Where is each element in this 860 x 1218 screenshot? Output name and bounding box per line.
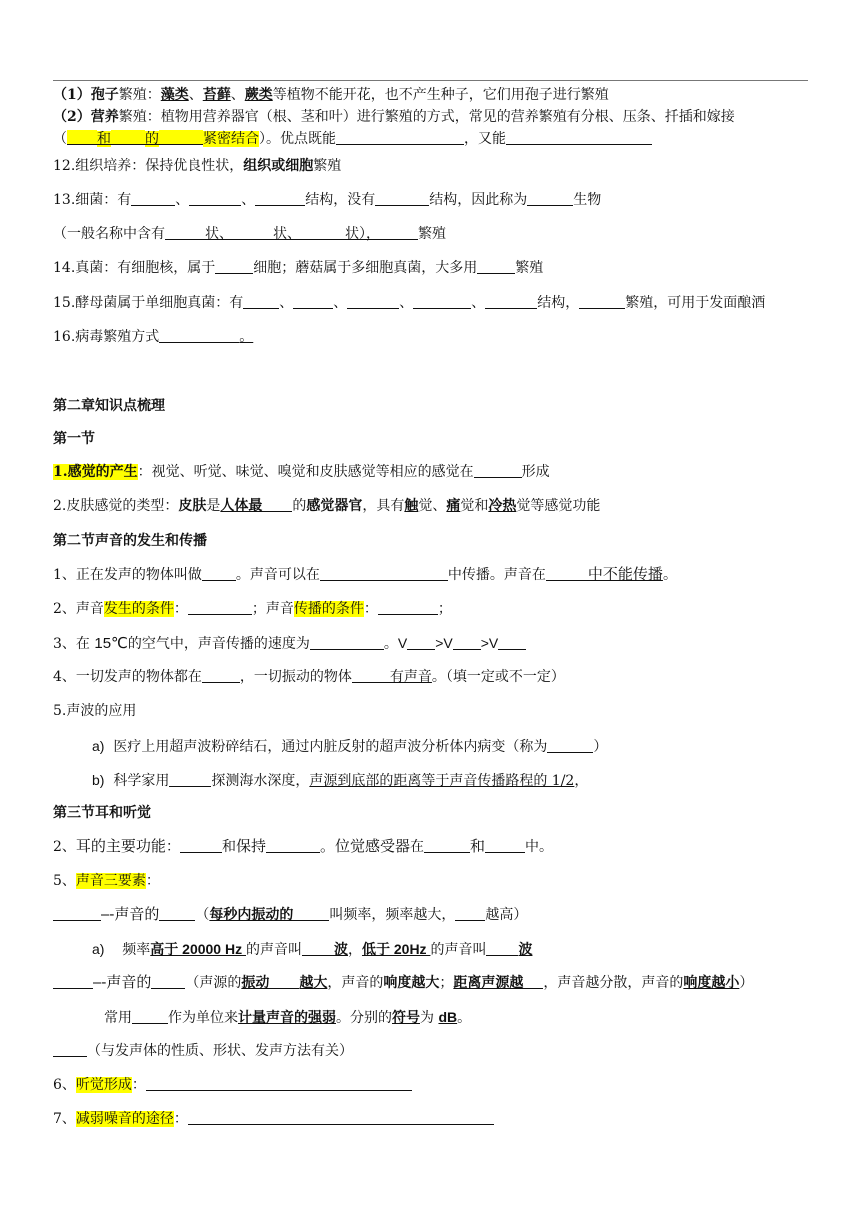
text: 1、正在发声的物体叫做	[53, 567, 202, 583]
sensation-line	[53, 463, 550, 481]
text: （声源的	[185, 975, 242, 991]
bold-term: 痛	[446, 498, 461, 514]
text: 、	[230, 87, 245, 103]
fill-blank[interactable]	[202, 566, 236, 581]
text: –-	[93, 974, 107, 991]
text: 中不能传播	[587, 566, 663, 583]
fill-blank[interactable]	[320, 566, 448, 581]
temperature: 15℃	[94, 635, 128, 652]
text: ，	[574, 773, 589, 789]
bacteria-line	[53, 191, 601, 209]
text: 叫频率，频率越大，	[329, 907, 456, 923]
text: >V	[480, 635, 499, 651]
text: 保持	[235, 838, 266, 855]
sound-q2	[53, 600, 452, 618]
vegetative-term: 营养	[90, 109, 119, 125]
bold-term: 振动	[241, 975, 270, 991]
fill-blank[interactable]	[413, 294, 471, 309]
text: 的声音叫	[245, 942, 302, 958]
sound-q5b	[92, 771, 588, 790]
text: 、	[279, 295, 294, 311]
fill-blank[interactable]	[477, 259, 515, 274]
bold-term: 组织或细胞	[243, 158, 314, 174]
text: 为	[420, 1010, 439, 1026]
text: 中。	[525, 839, 553, 855]
text: 觉等感觉功能	[516, 498, 601, 514]
fill-blank[interactable]	[498, 635, 526, 650]
text: 常用	[104, 1010, 132, 1026]
bold-term: 皮肤	[178, 498, 207, 514]
text: >V	[435, 635, 453, 651]
text: 、	[175, 192, 190, 208]
text: 3、在	[53, 636, 95, 652]
fill-blank[interactable]	[53, 974, 93, 989]
sound-q5a	[92, 737, 607, 756]
text: 繁殖	[313, 158, 342, 174]
text: 和	[221, 839, 236, 855]
text: 、	[399, 295, 414, 311]
fill-blank[interactable]	[243, 294, 279, 309]
text: 的声音叫	[430, 942, 487, 958]
text: ；声音	[251, 601, 294, 617]
fill-blank[interactable]	[188, 1110, 494, 1125]
text: （与发声体的性质、形状、发声方法有关）	[87, 1043, 353, 1059]
bold-term: 波	[518, 942, 533, 958]
text: ；	[437, 601, 452, 617]
hearing-formation-line	[53, 1076, 412, 1094]
three-elements-line	[53, 872, 160, 890]
sound-q4	[53, 668, 565, 686]
fungi-line	[53, 259, 543, 277]
bold-term: 响度越大	[383, 975, 440, 991]
bold-term: 响度越小	[683, 975, 740, 991]
text: ，又能	[464, 131, 506, 147]
fill-blank[interactable]	[424, 838, 470, 853]
text: 觉和	[460, 498, 489, 514]
text: 的	[292, 498, 307, 514]
fill-blank[interactable]	[380, 225, 418, 240]
text: 、	[333, 295, 348, 311]
text: ，具有	[362, 498, 405, 514]
fill-blank[interactable]	[293, 906, 329, 921]
bold-term: 人体最	[220, 498, 263, 514]
loudness-line	[53, 974, 753, 992]
text: 繁殖，可用于发面酿酒	[625, 295, 766, 311]
fill-blank[interactable]	[378, 600, 438, 615]
fill-blank[interactable]	[189, 191, 241, 206]
fill-blank[interactable]	[266, 838, 320, 853]
fill-blank[interactable]	[269, 974, 299, 989]
section-heading: 第一节	[53, 431, 95, 447]
fill-blank[interactable]	[347, 294, 399, 309]
fill-blank[interactable]	[293, 294, 333, 309]
text: 。	[239, 329, 254, 345]
text: 形成	[521, 464, 550, 480]
text: 的空气中，声音传播的速度为	[127, 636, 310, 652]
fill-blank[interactable]	[180, 838, 222, 853]
text: 。	[662, 567, 677, 583]
bold-term: dB	[438, 1009, 458, 1025]
bold-term: 高于 20000 Hz	[150, 941, 246, 957]
highlight-text: 紧密结合	[203, 131, 259, 147]
ear-function-line	[53, 838, 553, 856]
text: 16.病毒繁殖方式	[53, 329, 160, 345]
text: ：	[131, 1077, 146, 1093]
text: 作为单位来	[168, 1010, 238, 1026]
text: 声音的	[114, 906, 160, 923]
text: 和	[469, 838, 485, 855]
fill-blank[interactable]	[547, 738, 593, 753]
text: –-	[101, 906, 115, 923]
fill-blank[interactable]	[336, 130, 464, 145]
text: ；	[439, 975, 454, 991]
decibel-line	[104, 1008, 471, 1027]
top-rule	[53, 80, 808, 81]
spore-term: 孢子	[90, 87, 119, 103]
fill-blank[interactable]	[159, 328, 239, 343]
text: ）。优点既能	[259, 131, 336, 147]
highlight-term: 传播的条件	[293, 601, 364, 617]
text: 状、	[205, 226, 233, 242]
text: 。（填一定或不一定）	[431, 669, 565, 685]
text: 13.细菌：有	[53, 192, 132, 208]
bold-term: 计量声音的强弱	[238, 1010, 336, 1026]
text: 科学家用	[113, 773, 170, 789]
sound-q1	[53, 566, 677, 584]
text: 觉、	[418, 498, 447, 514]
text: 频率	[122, 942, 151, 958]
noise-reduction-line	[53, 1110, 494, 1128]
vegetative-reproduction-line	[53, 108, 735, 126]
text: 结构，	[537, 295, 580, 311]
text: 结构，因此称为	[429, 192, 528, 208]
fill-blank[interactable]	[523, 974, 543, 989]
skin-sensation-line	[53, 497, 600, 515]
bold-term: 波	[333, 942, 348, 958]
text: ：	[173, 601, 188, 617]
text: 4、一切发声的物体都在	[53, 669, 202, 685]
fill-blank[interactable]	[165, 225, 205, 240]
fill-blank[interactable]	[546, 566, 588, 581]
text: 状、	[273, 226, 301, 242]
fill-blank[interactable]	[132, 1009, 168, 1024]
highlight-term: 发生的条件	[103, 601, 174, 617]
text: ：视觉、听觉、味觉、嗅觉和皮肤感觉等相应的感觉在	[137, 464, 474, 480]
text: ，声音越分散，声音的	[543, 975, 684, 991]
text: 5、	[53, 873, 76, 889]
text: 2.皮肤感觉的类型：	[53, 498, 179, 514]
fill-blank[interactable]	[310, 635, 384, 650]
fill-blank[interactable]	[159, 906, 195, 921]
bold-term: 触	[404, 498, 419, 514]
fill-blank[interactable]	[146, 1076, 412, 1091]
section-heading: 第二节声音的发生和传播	[53, 533, 207, 549]
spore-reproduction-line	[53, 86, 609, 104]
highlight-term: 1.感觉的产生	[53, 464, 138, 480]
tissue-culture-line	[53, 157, 341, 175]
text: 。	[457, 1010, 472, 1026]
virus-line	[53, 328, 253, 346]
text: 声源到底部的距离等于声音传播路程的 1/2	[309, 773, 575, 789]
text: 。分别的	[336, 1010, 392, 1026]
text: 、	[188, 87, 203, 103]
fill-blank[interactable]	[474, 463, 522, 478]
sound-q3	[53, 634, 526, 653]
text: 、	[241, 192, 256, 208]
text: （一般名称中含有	[53, 226, 165, 242]
highlight-text: 和	[97, 131, 111, 147]
fill-blank[interactable]	[352, 668, 390, 683]
fill-blank[interactable]	[485, 294, 537, 309]
fill-blank[interactable]	[151, 974, 185, 989]
highlight-term: 听觉形成	[75, 1077, 132, 1093]
item-number: （1）	[53, 87, 91, 103]
text: 在	[409, 839, 424, 855]
fill-blank[interactable]	[159, 130, 203, 145]
fill-blank[interactable]	[202, 668, 240, 683]
text: 状），	[345, 226, 380, 242]
bold-term: 距离声源越	[453, 975, 524, 991]
fill-blank[interactable]	[486, 941, 518, 956]
fill-blank[interactable]	[407, 635, 435, 650]
fill-blank[interactable]	[53, 1042, 87, 1057]
fill-blank[interactable]	[453, 635, 481, 650]
text: ：	[145, 873, 160, 889]
fill-blank[interactable]	[262, 497, 292, 512]
text: （	[53, 131, 67, 147]
fill-blank[interactable]	[506, 130, 652, 145]
text: 有声音	[389, 669, 432, 685]
bold-term: 冷热	[488, 498, 517, 514]
text: ，声音的	[327, 975, 384, 991]
text: 越高）	[485, 907, 528, 923]
text: 15.酵母菌属于单细胞真菌：有	[53, 295, 244, 311]
text: 7、	[53, 1111, 76, 1127]
text: 中传播。声音在	[447, 567, 546, 583]
bold-term: 越大	[299, 975, 328, 991]
text: ：	[363, 601, 378, 617]
fill-blank[interactable]	[67, 130, 97, 145]
fill-blank[interactable]	[53, 906, 101, 921]
text: ，	[347, 942, 362, 958]
text: 繁殖：	[118, 87, 161, 103]
text: 、	[471, 295, 486, 311]
fill-blank[interactable]	[111, 130, 145, 145]
list-marker: a)	[92, 941, 105, 957]
fill-blank[interactable]	[579, 294, 625, 309]
text: 生物	[573, 192, 602, 208]
highlight-term: 声音三要素	[75, 873, 146, 889]
highlight-text: 的	[145, 131, 159, 147]
grafting-line	[53, 130, 652, 148]
fill-blank[interactable]	[233, 225, 273, 240]
item-number: （2）	[53, 109, 91, 125]
text: 14.真菌：有细胞核，属于	[53, 260, 216, 276]
fill-blank[interactable]	[455, 906, 485, 921]
fill-blank[interactable]	[485, 838, 525, 853]
bacteria-shape-line	[53, 225, 446, 243]
text: 2、	[53, 839, 76, 855]
fill-blank[interactable]	[215, 259, 253, 274]
text: ：	[165, 839, 180, 855]
text: 。	[383, 636, 398, 652]
text: V	[397, 635, 408, 651]
text: 2、声音	[53, 601, 104, 617]
fill-blank[interactable]	[131, 191, 175, 206]
chapter-heading: 第二章知识点梳理	[53, 398, 165, 414]
bold-term: 低于 20Hz	[361, 941, 431, 957]
text: 6、	[53, 1077, 76, 1093]
timbre-line	[53, 1042, 353, 1060]
text: ：	[173, 1111, 188, 1127]
fill-blank[interactable]	[375, 191, 429, 206]
yeast-line	[53, 294, 765, 312]
text: 繁殖：植物用营养器官（根、茎和叶）进行繁殖的方式，常见的营养繁殖有分根、压条、扦插和嫁接	[118, 109, 735, 125]
bold-term: 感觉器官	[306, 498, 363, 514]
frequency-line	[92, 940, 532, 959]
text: ，一切振动的物体	[239, 669, 352, 685]
text: 耳的主要功能	[75, 838, 166, 855]
text: 声音的	[106, 974, 152, 991]
text: 繁殖	[515, 260, 544, 276]
fill-blank[interactable]	[301, 225, 345, 240]
fill-blank[interactable]	[255, 191, 305, 206]
text: 细胞；蘑菇属于多细胞真菌，大多用	[253, 260, 478, 276]
fern-term: 蕨类	[244, 87, 273, 103]
bold-term: 每秒内振动的	[209, 907, 294, 923]
text: （	[195, 907, 210, 923]
fill-blank[interactable]	[302, 941, 334, 956]
text: 12.组织培养：保持优良性状，	[53, 158, 244, 174]
text: 医疗上用超声波粉碎结石，通过内脏反射的超声波分析体内病变（称为	[113, 739, 548, 755]
text: 。	[319, 838, 335, 855]
text: 繁殖	[418, 226, 446, 242]
text: ）	[739, 975, 754, 991]
sound-q5: 5.声波的应用	[53, 703, 137, 719]
section-heading: 第三节耳和听觉	[53, 805, 151, 821]
fill-blank[interactable]	[527, 191, 573, 206]
text: ）	[593, 739, 608, 755]
text: 探测海水深度，	[211, 773, 310, 789]
pitch-line	[53, 906, 527, 924]
moss-term: 苔藓	[202, 87, 231, 103]
text: 是	[206, 498, 221, 514]
list-marker: a)	[92, 738, 105, 754]
fill-blank[interactable]	[169, 772, 211, 787]
bold-term: 符号	[392, 1010, 420, 1026]
text: 位觉感受器	[334, 838, 410, 855]
text: 。声音可以在	[235, 567, 320, 583]
text: 等植物不能开花，也不产生种子，它们用孢子进行繁殖	[272, 87, 609, 103]
text: 结构，没有	[305, 192, 376, 208]
algae-term: 藻类	[160, 87, 189, 103]
fill-blank[interactable]	[188, 600, 252, 615]
highlight-term: 减弱噪音的途径	[75, 1111, 174, 1127]
list-marker: b)	[92, 772, 105, 788]
